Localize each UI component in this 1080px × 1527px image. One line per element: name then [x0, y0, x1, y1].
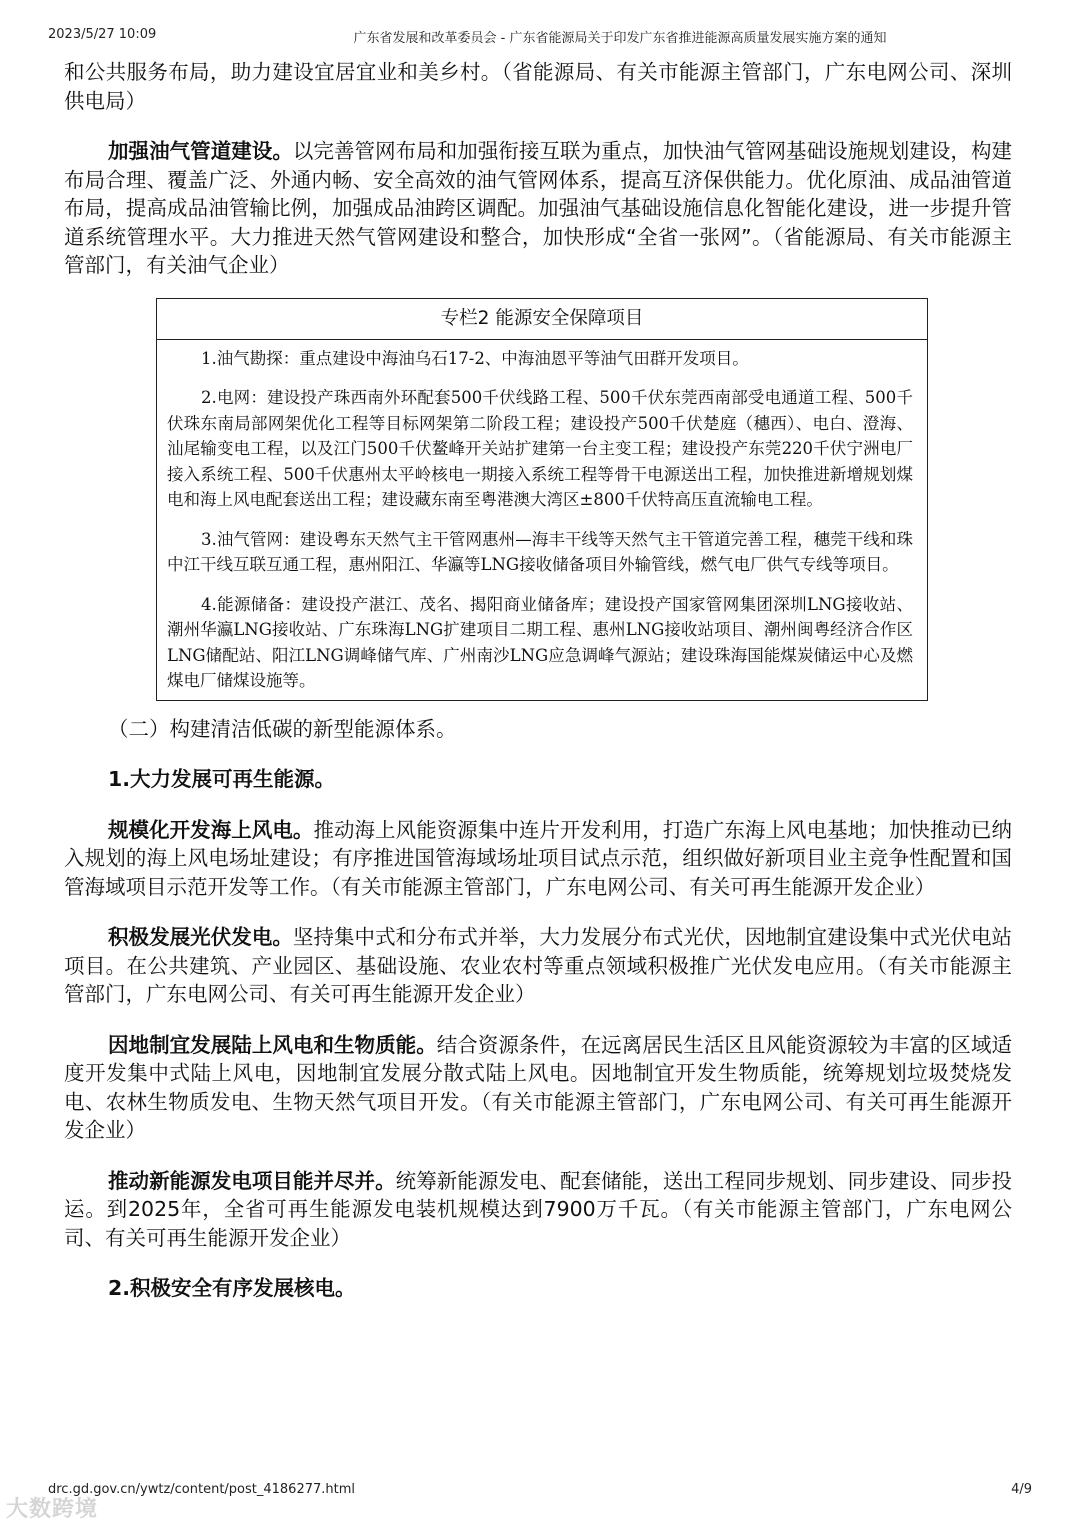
box-title: 专栏2 能源安全保障项目 — [157, 299, 927, 340]
watermark-logo: 大数跨境 — [6, 1497, 99, 1522]
paragraph-offshore-wind — [64, 816, 1012, 902]
box-item-energy-reserve: 4.能源储备：建设投产湛江、茂名、揭阳商业储备库；建设投产国家管网集团深圳LNG接收站、潮州华瀛LNG接收站、广东珠海LNG扩建项目二期工程、惠州LNG接收站项目、潮州闽粤经济合作区LNG储配站、阳江LNG调峰储气库、广州南沙LNG应急调峰气源站；建设珠海国能煤炭储运中心及燃煤电厂储煤设施等。 — [167, 594, 913, 690]
paragraph-lead: 推动新能源发电项目能并尽并。 — [108, 1168, 396, 1193]
paragraph-solar-pv — [64, 923, 1012, 1009]
print-header — [48, 27, 1032, 47]
paragraph-body: 坚持集中式和分布式并举，大力发展分布式光伏，因地制宜建设集中式光伏电站项目。在公共建筑、产业园区、基础设施、农业农村等重点领域积极推广光伏发电应用。（有关市能源主管部门，广东电网公司、有关可再生能源开发企业） — [64, 925, 1013, 1006]
paragraph-oil-gas-pipeline — [64, 137, 1012, 280]
sub-heading-renewable: 1.大力发展可再生能源。 — [108, 767, 336, 791]
sub-heading-nuclear: 2.积极安全有序发展核电。 — [108, 1276, 356, 1300]
paragraph-continued: 和公共服务布局，助力建设宜居宜业和美乡村。（省能源局、有关市能源主管部门，广东电网公司、深圳供电局） — [64, 60, 1012, 113]
column-box-energy-security — [156, 298, 928, 701]
paragraph-onshore-wind-biomass — [64, 1031, 1012, 1145]
box-body — [157, 340, 927, 700]
box-item-oil-gas-exploration: 1.油气勘探：重点建设中海油乌石17-2、中海油恩平等油气田群开发项目。 — [201, 348, 749, 368]
paragraph-body: 结合资源条件，在远离居民生活区且风能资源较为丰富的区域适度开发集中式陆上风电，因地制宜发展分散式陆上风电。因地制宜开发生物质能，统筹规划垃圾焚烧发电、农林生物质发电、生物天然气项目开发。（有关市能源主管部门，广东电网公司、有关可再生能源开发企业） — [64, 1032, 1013, 1142]
page-number: 4/9 — [1011, 1482, 1032, 1497]
print-footer — [48, 1482, 1032, 1502]
page-url: drc.gd.gov.cn/ywtz/content/post_4186277.html — [48, 1482, 356, 1497]
box-item-gas-pipeline-network: 3.油气管网：建设粤东天然气主干管网惠州—海丰干线等天然气主干管道完善工程，穗莞干线和珠中江干线互联互通工程，惠州阳江、华瀛等LNG接收储备项目外输管线，燃气电厂供气专线等项目。 — [167, 529, 913, 574]
paragraph-body: 以完善管网布局和加强衔接互联为重点，加快油气管网基础设施规划建设，构建布局合理、覆盖广泛、外通内畅、安全高效的油气管网体系，提高互济保供能力。优化原油、成品油管道布局，提高成品油管输比例，加强成品油跨区调配。加强油气基础设施信息化智能化建设，进一步提升管道系统管理水平。大力推进天然气管网建设和整合，加快形成“全省一张网”。（省能源局、有关市能源主管部门，有关油气企业） — [64, 139, 1013, 277]
paragraph-lead: 规模化开发海上风电。 — [108, 817, 314, 842]
paragraph-lead: 因地制宜发展陆上风电和生物质能。 — [108, 1032, 437, 1057]
box-item-power-grid: 2.电网：建设投产珠西南外环配套500千伏线路工程、500千伏东莞西南部受电通道工程、500千伏珠东南局部网架优化工程等目标网架第二阶段工程；建设投产500千伏楚庭（穗西）、电白、澄海、汕尾输变电工程，以及江门500千伏鳌峰开关站扩建第一台主变工程；建设投产东莞220千伏宁洲电厂接入系统工程、500千伏惠州太平岭核电一期接入系统工程等骨干电源送出工程，加快推进新增规划煤电和海上风电配套送出工程；建设藏东南至粤港澳大湾区±800千伏特高压直流输电工程。 — [167, 388, 913, 509]
print-page-title: 广东省发展和改革委员会 - 广东省能源局关于印发广东省推进能源高质量发展实施方案的通知 — [353, 31, 887, 46]
print-datetime: 2023/5/27 10:09 — [48, 27, 157, 42]
paragraph-lead: 加强油气管道建设。 — [108, 139, 293, 163]
paragraph-body: 推动海上风能资源集中连片开发利用，打造广东海上风电基地；加快推动已纳入规划的海上风电场址建设；有序推进国管海域场址项目试点示范，组织做好新项目业主竞争性配置和国管海域项目示范开发等工作。（有关市能源主管部门，广东电网公司、有关可再生能源开发企业） — [64, 817, 1013, 899]
paragraph-grid-connection — [64, 1167, 1012, 1253]
paragraph-body: 统筹新能源发电、配套储能，送出工程同步规划、同步建设、同步投运。到2025年，全省可再生能源发电装机规模达到7900万千瓦。（有关市能源主管部门，广东电网公司、有关可再生能源开发企业） — [64, 1168, 1013, 1250]
section-heading: （二）构建清洁低碳的新型能源体系。 — [108, 716, 457, 741]
document-content — [64, 58, 1012, 1303]
paragraph-lead: 积极发展光伏发电。 — [108, 925, 293, 949]
